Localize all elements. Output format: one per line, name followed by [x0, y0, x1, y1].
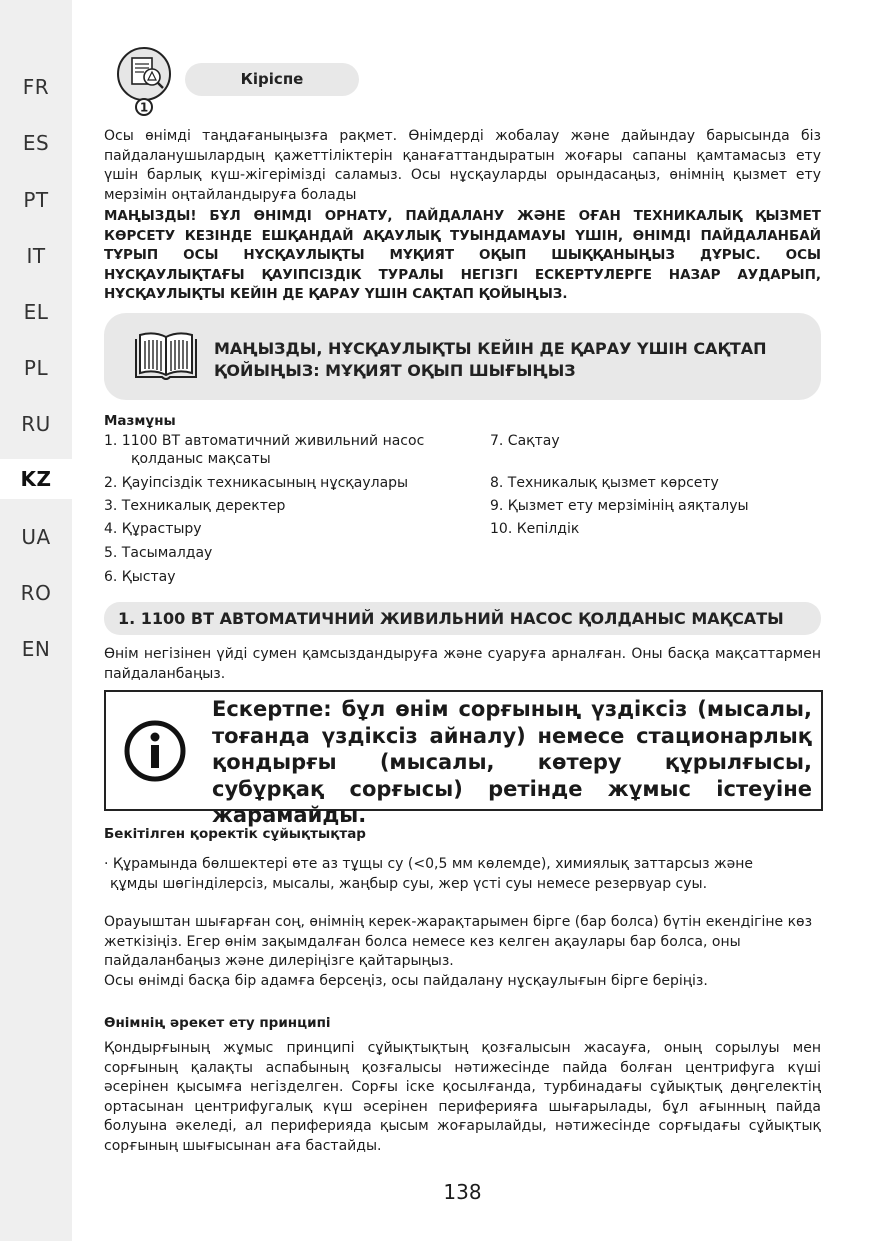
- toc-item-7[interactable]: 7. Сақтау: [490, 433, 560, 449]
- keep-manual-notice: [104, 313, 821, 400]
- toc-item-9[interactable]: 9. Қызмет ету мерзімінің аяқталуы: [490, 498, 749, 514]
- notice-line-1: МАҢЫЗДЫ, НҰСҚАУЛЫҚТЫ КЕЙІН ДЕ ҚАРАУ ҮШІН САҚТАП: [214, 339, 767, 358]
- notice-text: [214, 338, 774, 382]
- warning-box: [104, 690, 823, 827]
- info-icon: [124, 720, 186, 782]
- liquids-line-2: құмды шөгінділерсіз, мысалы, жаңбыр суы, жер үсті суы немесе резервуар суы.: [110, 876, 708, 892]
- language-sidebar: [0, 0, 72, 1241]
- step-number: 1: [139, 100, 149, 115]
- document-warning-icon: [114, 44, 174, 116]
- unpack-paragraph: Орауыштан шығарған соң, өнімнің керек-жарақтарымен бірге (бар болса) бүтін екендігіне көз жеткізіңіз. Егер өнім зақымдалған болса немесе кез келген ақаулары бар болса, оны пайдаланбаңыз және дилеріңізге қайтарыңыз.: [104, 914, 813, 969]
- lang-tab-ru[interactable]: RU: [21, 412, 51, 436]
- lang-tab-en[interactable]: EN: [21, 637, 51, 661]
- lang-tab-pl[interactable]: PL: [23, 356, 49, 380]
- important-warning-text: МАҢЫЗДЫ! БҰЛ ӨНІМДІ ОРНАТУ, ПАЙДАЛАНУ ЖӘНЕ ОҒАН ТЕХНИКАЛЫҚ ҚЫЗМЕТ КӨРСЕТУ КЕЗІНДЕ ЕШҚАНДАЙ АҚАУЛЫҚ ТУЫНДАМАУЫ ҮШІН, ӨНІМДІ ПАЙДАЛАНБАЙ ТҰРЫП ОСЫ НҰСҚАУЛЫҚТЫ МҰҚИЯТ ОҚЫП ШЫҚҚАНЫҢЫЗ ДҰРЫС. ОСЫ НҰСҚАУЛЫҚТАҒЫ ҚАУІПСІЗДІК ТУРАЛЫ НЕГІЗГІ ЕСКЕРТУЛЕРГЕ НАЗАР АУДАРЫП, НҰСҚАУЛЫҚТЫ КЕЙІН ДЕ ҚАРАУ ҮШІН САҚТАП ҚОЙЫҢЫЗ.: [104, 208, 821, 302]
- section-pill-intro: Кіріспе: [185, 63, 359, 96]
- toc-item-5[interactable]: 5. Тасымалдау: [104, 545, 213, 561]
- notice-line-2: ҚОЙЫҢЫЗ: МҰҚИЯТ ОҚЫП ШЫҒЫҢЫЗ: [214, 361, 576, 380]
- liquids-subheading: Бекітілген қоректік сұйықтықтар: [104, 826, 366, 842]
- lang-tab-it[interactable]: IT: [26, 244, 46, 268]
- toc-item-10[interactable]: 10. Кепілдік: [490, 521, 580, 537]
- purpose-paragraph: Өнім негізінен үйді сумен қамсыздандыруға және суаруға арналған. Оны басқа мақсаттармен пайдаланбаңыз.: [104, 646, 821, 682]
- lang-tab-fr[interactable]: FR: [22, 75, 50, 99]
- lang-tab-el[interactable]: EL: [23, 300, 49, 324]
- toc-item-4[interactable]: 4. Құрастыру: [104, 521, 202, 537]
- section-1-title: 1. 1100 ВТ АВТОМАТИЧНИЙ ЖИВИЛЬНИЙ НАСОС ҚОЛДАНЫС МАҚСАТЫ: [118, 609, 784, 628]
- toc-item-6[interactable]: 6. Қыстау: [104, 569, 176, 585]
- toc-item-1[interactable]: 1. 1100 ВТ автоматичний живильний насос: [104, 433, 425, 449]
- section-1-header: [104, 602, 821, 635]
- warning-text: Ескертпе: бұл өнім сорғының үздіксіз (мысалы, тоғанда үздіксіз айналу) немесе стационарлық қондырғы (мысалы, көтеру құрылғысы, субұрқақ сорғысы) ретінде жұмыс істеуіне жарамайды.: [212, 697, 812, 827]
- toc-item-8[interactable]: 8. Техникалық қызмет көрсету: [490, 475, 719, 491]
- transfer-paragraph: Осы өнімді басқа бір адамға берсеңіз, осы пайдалану нұсқаулығын бірге беріңіз.: [104, 973, 708, 989]
- open-book-icon: [132, 331, 200, 383]
- intro-paragraph: Осы өнімді таңдағаныңызға рақмет. Өнімдерді жобалау және дайындау барысында біз пайдаланушылардың қажеттіліктерін қанағаттандыратын жоғары сапаны қамтамасыз ету үшін барлық күш-жігерімізді саламыз. Осы нұсқауларды орындасаңыз, өнімнің қызмет ету мерзімін оңтайландыруға болады: [104, 128, 821, 203]
- lang-tab-kz[interactable]: KZ: [0, 459, 72, 499]
- liquids-line-1: · Құрамында бөлшектері өте аз тұщы су (<0,5 мм көлемде), химиялық заттарсыз және: [104, 856, 754, 872]
- toc-item-3[interactable]: 3. Техникалық деректер: [104, 498, 286, 514]
- page-number: 138: [443, 1180, 482, 1204]
- toc-item-1-cont[interactable]: қолданыс мақсаты: [131, 451, 271, 467]
- toc-title: Мазмұны: [104, 413, 176, 429]
- toc-item-2[interactable]: 2. Қауіпсіздік техникасының нұсқаулары: [104, 475, 409, 491]
- principle-paragraph: Қондырғының жұмыс принципі сұйықтықтың қозғалысын жасауға, оның сорылуы мен сорғының қалақты аспабының қозғалысы нәтижесінде пайда болған центрифуга күші әсерінен қысымға негізделген. Сорғы іске қосылғанда, турбинадағы сұйықтық дөңгелектің ортасынан центрифугалық күш әсерінен периферияға шығарылады, бұл ағынның пайда болуына әкеледі, ал периферияда қысым жоғарылайды, нәтижесінде сорғыдағы сұйықтық сорғының шығысынан аға бастайды.: [104, 1040, 821, 1154]
- principle-subheading: Өнімнің әрекет ету принципі: [104, 1015, 331, 1031]
- lang-tab-ua[interactable]: UA: [21, 525, 51, 549]
- lang-tab-ro[interactable]: RO: [20, 581, 52, 605]
- lang-tab-es[interactable]: ES: [22, 131, 50, 155]
- lang-tab-pt[interactable]: PT: [23, 188, 49, 212]
